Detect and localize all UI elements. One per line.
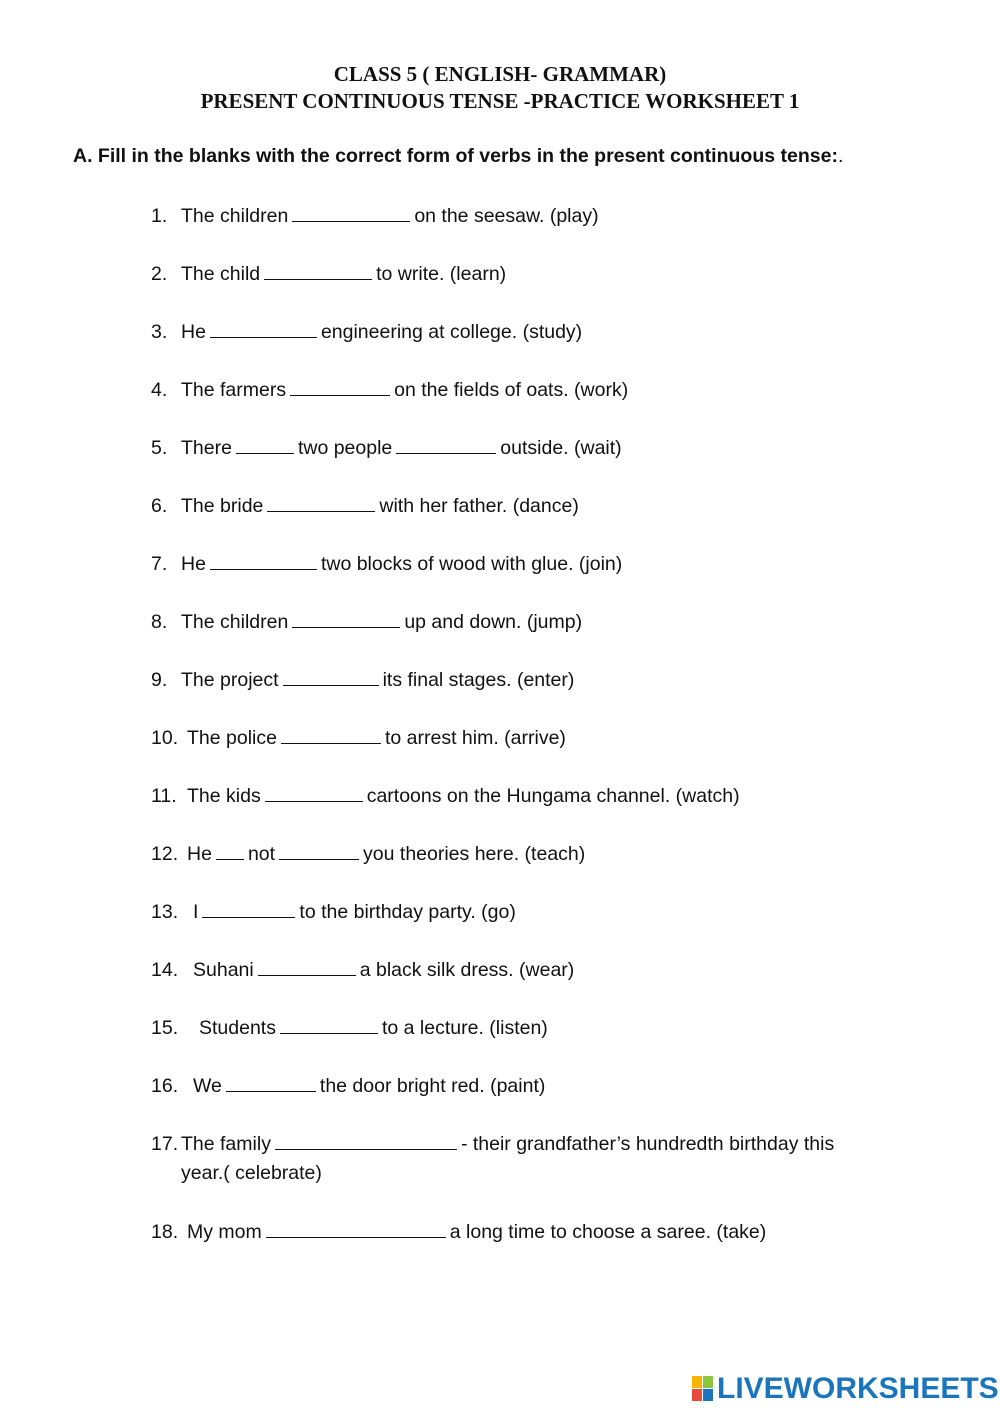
question-text-end: the door bright red. (paint) [319,1075,546,1097]
question-text-start: The bride [181,495,264,517]
answer-blank[interactable] [265,783,363,802]
question-6 [151,492,579,521]
question-11 [151,782,740,811]
question-5 [151,434,622,463]
question-number: 2. [151,263,168,285]
question-text-start: There [181,437,232,459]
question-text-end: outside. (wait) [500,437,622,459]
liveworksheets-logo-icon [692,1376,714,1402]
question-13 [151,898,516,927]
answer-blank[interactable] [236,435,294,454]
question-12 [151,840,585,869]
question-text-end: - their grandfather’s hundredth birthday this [460,1133,835,1155]
question-text-start: The kids [187,785,261,807]
answer-blank[interactable] [283,667,379,686]
question-17 [151,1130,911,1188]
answer-blank[interactable] [264,261,372,280]
instruction-text: A. Fill in the blanks with the correct form of verbs in the present continuous tense: [73,145,838,167]
question-number: 11. [151,785,177,807]
answer-blank[interactable] [226,1073,316,1092]
question-text-start: The farmers [181,379,287,401]
question-text-end: a long time to choose a saree. (take) [449,1221,767,1243]
question-10 [151,724,566,753]
answer-blank[interactable] [202,899,295,918]
question-text-end: cartoons on the Hungama channel. (watch) [366,785,740,807]
question-text-end: two blocks of wood with glue. (join) [320,553,623,575]
question-text-start: The family [181,1133,271,1155]
question-number: 8. [151,611,168,633]
question-number: 1. [151,205,168,227]
answer-blank[interactable] [290,377,390,396]
question-text-end: its final stages. (enter) [382,669,575,691]
answer-blank[interactable] [275,1131,457,1150]
question-9 [151,666,574,695]
question-15 [151,1014,548,1043]
question-text-end: engineering at college. (study) [320,321,583,343]
question-text-end: with her father. (dance) [379,495,579,517]
question-number: 5. [151,437,168,459]
question-number: 3. [151,321,168,343]
question-text-end: to arrest him. (arrive) [384,727,566,749]
answer-blank[interactable] [281,725,381,744]
question-number: 18. [151,1221,179,1243]
answer-blank[interactable] [210,319,317,338]
question-text-start: He [181,553,206,575]
question-number: 16. [151,1075,179,1097]
question-text-start: Suhani [193,959,254,981]
question-number: 17. [151,1133,179,1155]
question-number: 10. [151,727,179,749]
question-text-continued: year.( celebrate) [181,1162,322,1184]
question-text-start: He [181,321,206,343]
question-text-start: The child [181,263,261,285]
question-7 [151,550,622,579]
question-text-end: to the birthday party. (go) [299,901,516,923]
question-number: 7. [151,553,168,575]
question-text-end: up and down. (jump) [404,611,583,633]
question-8 [151,608,582,637]
answer-blank[interactable] [267,493,375,512]
answer-blank[interactable] [292,609,400,628]
question-text-end: a black silk dress. (wear) [359,959,575,981]
worksheet-title-line2: PRESENT CONTINUOUS TENSE -PRACTICE WORKSHEET 1 [200,89,800,113]
question-text-start: He [187,843,212,865]
question-18 [151,1218,766,1247]
answer-blank[interactable] [216,841,244,860]
question-number: 13. [151,901,179,923]
answer-blank[interactable] [280,1015,378,1034]
question-text-end: to a lecture. (listen) [381,1017,548,1039]
question-text-end: you theories here. (teach) [363,843,586,865]
answer-blank[interactable] [396,435,496,454]
question-4 [151,376,628,405]
question-number: 4. [151,379,168,401]
liveworksheets-logo[interactable] [692,1373,999,1405]
answer-blank[interactable] [258,957,356,976]
question-text-start: The children [181,205,289,227]
question-1 [151,202,599,231]
answer-blank[interactable] [210,551,317,570]
question-text-end: on the seesaw. (play) [414,205,599,227]
question-2 [151,260,506,289]
question-text-middle: not [247,843,276,865]
question-16 [151,1072,545,1101]
question-number: 12. [151,843,179,865]
question-3 [151,318,582,347]
question-text-end: on the fields of oats. (work) [394,379,629,401]
question-number: 15. [151,1017,179,1039]
question-number: 14. [151,959,179,981]
question-14 [151,956,574,985]
question-number: 6. [151,495,168,517]
question-text-start: My mom [187,1221,262,1243]
question-text-start: We [193,1075,222,1097]
answer-blank[interactable] [279,841,359,860]
question-text-middle: two people [297,437,393,459]
question-text-start: The children [181,611,289,633]
answer-blank[interactable] [292,203,410,222]
question-number: 9. [151,669,168,691]
question-text-end: to write. (learn) [376,263,507,285]
worksheet-title-line1: CLASS 5 ( ENGLISH- GRAMMAR) [333,62,667,86]
question-text-start: I [193,901,199,923]
question-text-start: The project [181,669,279,691]
instruction-heading [73,145,843,168]
instruction-trailing-dot: . [837,145,844,167]
question-text-start: Students [199,1017,276,1039]
question-text-start: The police [187,727,277,749]
liveworksheets-logo-text: LIVEWORKSHEETS [717,1372,999,1405]
answer-blank[interactable] [266,1219,446,1238]
